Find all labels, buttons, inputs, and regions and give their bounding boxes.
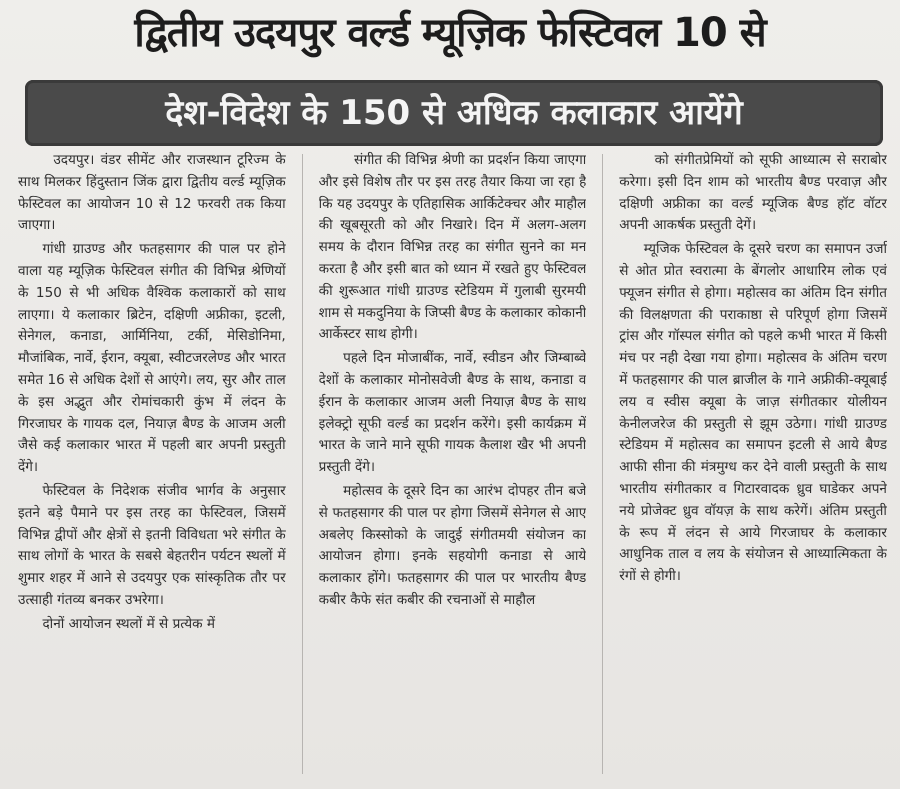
paragraph: फेस्टिवल के निदेशक संजीव भार्गव के अनुसार इतने बड़े पैमाने पर इस तरह का फेस्टिवल, जिसमें विभिन्न द्वीपों और क्षेत्रों से इतनी विविधता भरे संगीत के साथ लोगों के भारत के सबसे बेहतरीन पर्यटन स्थलों में शुमार शहर में आने से उदयपुर एक सांस्कृतिक तौर पर उत्साही गंतव्य बनकर उभरेगा। — [18, 482, 286, 608]
headline: द्वितीय उदयपुर वर्ल्ड म्यूज़िक फेस्टिवल 10 से — [134, 10, 766, 56]
article-body — [18, 150, 887, 778]
paragraph: म्यूजिक फेस्टिवल के दूसरे चरण का समापन उर्जा से ओत प्रोत स्वरात्मा के बेंगलोर आधारिम लोक एवं फ्यूजन संगीत से होगा। महोत्सव का अंतिम दिन संगीत की विलक्षणता की पराकाष्ठा से परिपूर्ण होगा जिसमें ट्रांस और गॉस्पल संगीत को पहले कभी भारत में किसी मंच पर नही देखा गया होगा। महोत्सव के अंतिम चरण में फतहसागर की पाल ब्राजील के गाने अफ्रीकी-क्यूबाई लय व स्वीस क्यूबा के जाज़ संगीतकार योलीयन केनीलजरेज की प्रस्तुती से झूम उठेगा। गांधी ग्राउण्ड स्टेडियम में महोत्सव का समापन इटली से आये बैण्ड आफी सीना की मंत्रमुग्ध कर देने वाली प्रस्तुती के साथ भारतीय संगीतकार व गिटारवादक ध्रुव घाडेकर अपने नये प्रोजेक्ट ध्रुव वॉयज़ के साथ करेगें। अंतिम प्रस्तुती के रूप में लंदन से आये गिरजाघर के कलाकार आधुनिक ताल व लय के संयोजन से आध्यात्मिकता के रंगों से होगी। — [619, 241, 887, 585]
subheadline-banner — [25, 80, 883, 146]
subheadline: देश-विदेश के 150 से अधिक कलाकार आयेंगे — [165, 93, 743, 133]
paragraph: दोनों आयोजन स्थलों में से प्रत्येक में — [42, 615, 216, 632]
paragraph: पहले दिन मोजाबींक, नार्वे, स्वीडन और जिम्बाब्वे देशों के कलाकार मोनोसवेजी बैण्ड के साथ, कनाडा व ईरान के कलाकार आजम अली नियाज़ बैण्ड के साथ इलेक्ट्रो सूफी वर्ल्ड का प्रदर्शन करेंगे। इसी कार्यक्रम में भारत के जाने माने सूफी गायक कैलाश खैर भी अपनी प्रस्तुती देंगे। — [318, 350, 587, 476]
paragraph: संगीत की विभिन्न श्रेणी का प्रदर्शन किया जाएगा और इसे विशेष तौर पर इस तरह तैयार किया जा रहा है कि यह उदयपुर के एतिहासिक आर्किटेक्चर और माहौल की खूबसूरती को और निखारे। दिन में अलग-अलग समय के दौरान विभिन्न तरह का संगीत सुनने का मन करता है और इसी बात को ध्यान में रखते हुए फेस्टिवल की शुरूआत गांधी ग्राउण्ड स्टेडियम में गुलाबी सुरमयी शाम से मकदुनिया के जिप्सी बैण्ड के कलाकार कोकानी आर्केस्टर साथ होगी। — [318, 152, 587, 343]
column-2 — [319, 150, 587, 778]
paragraph: गांधी ग्राउण्ड और फतहसागर की पाल पर होने वाला यह म्यूज़िक फेस्टिवल संगीत की विभिन्न श्रेणियों के 150 से भी अधिक वैश्विक कलाकारों को साथ लाएगा। ये कलाकार ब्रिटेन, दक्षिणी अफ्रीका, इटली, सेनेगल, कनाडा, आर्मिनिया, टर्की, मेसिडोनिमा, मौजांबिक, नार्वे, ईरान, क्यूबा, स्वीटजरलेण्ड और भारत समेत 16 से अधिक देशों से आएंगे। लय, सुर और ताल के इस अद्भुत और रोमांचकारी कुंभ में लंदन के गिरजाघर के गायक दल, नियाज़ बैण्ड के आजम अली जैसे कई कलाकार भारत में पहली बार अपनी प्रस्तुती देंगे। — [18, 241, 286, 476]
paragraph: को संगीतप्रेमियों को सूफी आध्यात्म से सराबोर करेगा। इसी दिन शाम को भारतीय बैण्ड परवाज़ और दक्षिणी अफ्रीका का वर्ल्ड म्यूजिक बैण्ड हॉट वॉटर अपनी आकर्षक प्रस्तुती देगें। — [619, 152, 887, 234]
column-divider — [302, 154, 303, 774]
column-divider — [602, 154, 603, 774]
paragraph: महोत्सव के दूसरे दिन का आरंभ दोपहर तीन बजे से फतहसागर की पाल पर होगा जिसमें सेनेगल से आए अबलेए किस्सोको के जादुई संगीतमयी संयोजन का आयोजन होगा। इनके सहयोगी कनाडा से आये कलाकार होंगे। फतहसागर की पाल पर भारतीय बैण्ड कबीर कैफे संत कबीर की रचनाओं से माहौल — [318, 482, 587, 608]
column-3 — [619, 150, 887, 778]
paragraph: उदयपुर। वंडर सीमेंट और राजस्थान टूरिज्म के साथ मिलकर हिंदुस्तान जिंक द्वारा द्वितीय वर्ल्ड म्यूज़िक फेस्टिवल का आयोजन 10 से 12 फरवरी तक किया जाएगा। — [18, 152, 286, 234]
column-1 — [18, 150, 286, 778]
